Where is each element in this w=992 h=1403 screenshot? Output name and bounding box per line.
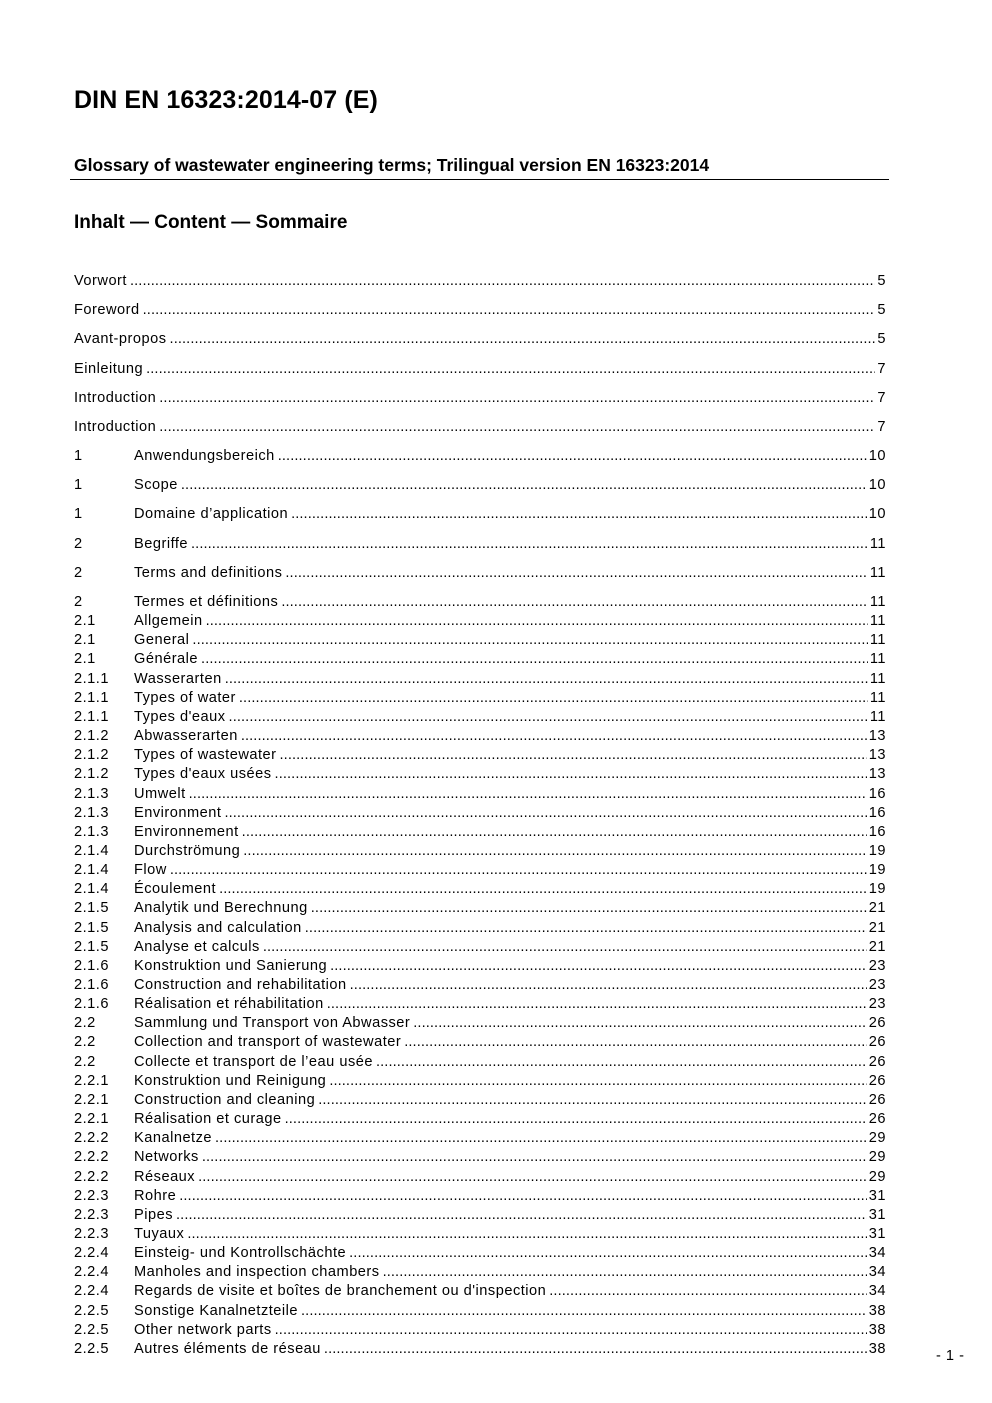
toc-entry-title: Réalisation et réhabilitation	[134, 996, 324, 1013]
toc-entry-number: 2.2	[74, 1053, 96, 1070]
toc-entry[interactable]	[74, 1282, 886, 1301]
toc-entry-title: Foreword	[74, 302, 140, 318]
toc-dot-leader	[130, 272, 875, 291]
toc-entry-page: 19	[868, 881, 886, 898]
toc-dot-leader	[229, 708, 868, 727]
document-id: DIN EN 16323:2014-07 (E)	[74, 86, 378, 114]
toc-entry-page: 16	[868, 823, 886, 840]
toc-entry-number: 2.1.3	[74, 804, 109, 821]
toc-entry[interactable]	[74, 272, 886, 291]
toc-entry-page: 26	[868, 1053, 886, 1070]
toc-entry-title: Other network parts	[134, 1321, 272, 1338]
toc-dot-leader	[350, 976, 867, 995]
toc-dot-leader	[159, 389, 875, 408]
toc-entry-number: 2.2.3	[74, 1187, 109, 1204]
toc-entry[interactable]	[74, 389, 886, 408]
toc-entry-number: 2	[74, 565, 83, 581]
toc-entry-page: 23	[868, 957, 886, 974]
toc-entry[interactable]	[74, 861, 886, 880]
toc-dot-leader	[215, 1129, 867, 1148]
toc-entry-title: Analyse et calculs	[134, 938, 260, 955]
toc-entry[interactable]	[74, 1129, 886, 1148]
toc-dot-leader	[413, 1014, 866, 1033]
toc-entry-number: 2.2.2	[74, 1149, 109, 1166]
toc-entry-page: 11	[869, 565, 886, 581]
toc-entry[interactable]	[74, 564, 886, 583]
toc-entry-title: Pipes	[134, 1206, 174, 1223]
toc-entry-title: Kanalnetze	[134, 1130, 213, 1147]
toc-entry-page: 23	[868, 996, 886, 1013]
toc-entry-title: Réseaux	[134, 1168, 196, 1185]
toc-entry-page: 13	[868, 766, 886, 783]
toc-entry[interactable]	[74, 919, 886, 938]
toc-entry-title: Sammlung und Transport von Abwasser	[134, 1015, 411, 1032]
toc-dot-leader	[224, 804, 866, 823]
toc-entry-page: 31	[868, 1206, 886, 1223]
toc-entry-title: Termes et définitions	[134, 594, 279, 610]
toc-entry-title: Sonstige Kanalnetzteile	[134, 1302, 299, 1319]
toc-entry-title: Abwasserarten	[134, 728, 238, 745]
toc-entry-title: Rohre	[134, 1187, 177, 1204]
toc-entry-page: 10	[868, 506, 886, 522]
toc-entry-title: Environnement	[134, 823, 239, 840]
toc-entry[interactable]	[74, 301, 886, 320]
toc-entry[interactable]	[74, 535, 886, 554]
toc-entry[interactable]	[74, 1340, 886, 1359]
toc-dot-leader	[170, 861, 867, 880]
toc-dot-leader	[159, 418, 875, 437]
toc-entry-page: 7	[877, 419, 886, 435]
toc-dot-leader	[318, 1091, 867, 1110]
toc-entry-number: 2	[74, 536, 83, 552]
toc-entry-number: 2.1.2	[74, 766, 109, 783]
toc-entry-title: Regards de visite et boîtes de branchement ou d'inspection	[134, 1283, 547, 1300]
toc-dot-leader	[198, 1168, 867, 1187]
toc-entry[interactable]	[74, 360, 886, 379]
toc-dot-leader	[324, 1340, 867, 1359]
toc-entry[interactable]	[74, 447, 886, 466]
toc-entry-number: 2.1.1	[74, 689, 109, 706]
toc-entry-number: 2.1.5	[74, 919, 109, 936]
toc-dot-leader	[383, 1263, 867, 1282]
toc-dot-leader	[278, 447, 867, 466]
toc-entry-page: 11	[869, 536, 886, 552]
toc-entry-number: 2.1.1	[74, 708, 109, 725]
toc-entry[interactable]	[74, 330, 886, 349]
toc-entry-page: 5	[877, 302, 886, 318]
toc-entry-title: Wasserarten	[134, 670, 222, 687]
toc-entry-title: Introduction	[74, 390, 157, 406]
toc-entry-number: 2.1.2	[74, 728, 109, 745]
toc-dot-leader	[305, 919, 867, 938]
toc-entry-number: 2.1.3	[74, 823, 109, 840]
toc-entry[interactable]	[74, 689, 886, 708]
toc-entry[interactable]	[74, 1244, 886, 1263]
toc-entry[interactable]	[74, 804, 886, 823]
toc-dot-leader	[179, 1187, 867, 1206]
toc-entry-page: 11	[869, 613, 886, 630]
toc-entry-title: Tuyaux	[134, 1225, 185, 1242]
toc-entry[interactable]	[74, 1148, 886, 1167]
toc-dot-leader	[219, 880, 867, 899]
page-number: - 1 -	[936, 1348, 965, 1364]
toc-entry-title: Types of water	[134, 689, 236, 706]
toc-entry-page: 10	[868, 477, 886, 493]
toc-entry[interactable]	[74, 765, 886, 784]
toc-entry-number: 2.1	[74, 613, 96, 630]
toc-dot-leader	[285, 1110, 867, 1129]
toc-dot-leader	[187, 1225, 866, 1244]
toc-entry-page: 11	[869, 708, 886, 725]
toc-entry-number: 2.2	[74, 1034, 96, 1051]
toc-entry[interactable]	[74, 1053, 886, 1072]
toc-dot-leader	[206, 612, 868, 631]
toc-entry-number: 2.1.3	[74, 785, 109, 802]
toc-entry[interactable]	[74, 1014, 886, 1033]
contents-heading: Inhalt — Content — Sommaire	[74, 212, 348, 233]
toc-entry-title: Introduction	[74, 419, 157, 435]
toc-entry[interactable]	[74, 1072, 886, 1091]
toc-entry[interactable]	[74, 746, 886, 765]
toc-entry-title: Manholes and inspection chambers	[134, 1264, 380, 1281]
toc-entry[interactable]	[74, 1321, 886, 1340]
toc-entry-page: 26	[868, 1034, 886, 1051]
toc-entry-title: Networks	[134, 1149, 199, 1166]
toc-entry-title: Konstruktion und Reinigung	[134, 1072, 327, 1089]
toc-dot-leader	[301, 1302, 867, 1321]
toc-entry-page: 38	[868, 1321, 886, 1338]
toc-dot-leader	[176, 1206, 867, 1225]
toc-entry[interactable]	[74, 631, 886, 650]
toc-dot-leader	[189, 785, 867, 804]
toc-dot-leader	[143, 301, 876, 320]
toc-entry-title: Begriffe	[134, 536, 189, 552]
toc-dot-leader	[275, 1321, 867, 1340]
toc-dot-leader	[242, 823, 867, 842]
toc-entry-page: 34	[868, 1283, 886, 1300]
toc-entry-page: 21	[868, 938, 886, 955]
toc-entry-page: 5	[877, 331, 886, 347]
toc-entry[interactable]	[74, 1033, 886, 1052]
toc-entry-title: Générale	[134, 651, 199, 668]
toc-entry-number: 2.1.1	[74, 670, 109, 687]
toc-dot-leader	[146, 360, 875, 379]
toc-entry[interactable]	[74, 842, 886, 861]
toc-entry-page: 29	[868, 1130, 886, 1147]
toc-dot-leader	[181, 476, 867, 495]
toc-entry-page: 7	[877, 361, 886, 377]
toc-entry-number: 1	[74, 477, 83, 493]
toc-entry-number: 2	[74, 594, 83, 610]
toc-entry-page: 11	[869, 670, 886, 687]
toc-entry-number: 2.1.6	[74, 957, 109, 974]
toc-entry-page: 38	[868, 1340, 886, 1357]
toc-entry-title: Anwendungsbereich	[134, 448, 275, 464]
toc-dot-leader	[170, 330, 876, 349]
toc-entry-page: 29	[868, 1149, 886, 1166]
toc-entry-page: 19	[868, 842, 886, 859]
toc-entry-number: 2.2.2	[74, 1130, 109, 1147]
toc-dot-leader	[349, 1244, 867, 1263]
toc-dot-leader	[329, 1072, 866, 1091]
toc-entry-title: Collecte et transport de l’eau usée	[134, 1053, 373, 1070]
toc-entry-page: 34	[868, 1245, 886, 1262]
toc-entry-title: Flow	[134, 862, 167, 879]
toc-entry-title: Construction and cleaning	[134, 1091, 316, 1108]
toc-entry-page: 13	[868, 728, 886, 745]
toc-entry[interactable]	[74, 938, 886, 957]
toc-entry-number: 2.1.5	[74, 900, 109, 917]
toc-entry[interactable]	[74, 1206, 886, 1225]
toc-entry-number: 2.1.4	[74, 881, 109, 898]
toc-dot-leader	[225, 670, 868, 689]
toc-entry[interactable]	[74, 505, 886, 524]
toc-entry[interactable]	[74, 727, 886, 746]
toc-entry[interactable]	[74, 1302, 886, 1321]
toc-entry-title: Autres éléments de réseau	[134, 1340, 321, 1357]
toc-entry-page: 16	[868, 785, 886, 802]
toc-entry-title: Scope	[134, 477, 178, 493]
toc-dot-leader	[330, 957, 867, 976]
toc-entry-number: 2.2.5	[74, 1321, 109, 1338]
toc-entry-page: 10	[868, 448, 886, 464]
toc-entry-page: 11	[869, 594, 886, 610]
toc-entry[interactable]	[74, 1187, 886, 1206]
toc-dot-leader	[291, 505, 867, 524]
toc-entry-number: 1	[74, 506, 83, 522]
toc-entry-number: 2.1.2	[74, 747, 109, 764]
toc-dot-leader	[239, 689, 868, 708]
toc-entry-title: General	[134, 632, 190, 649]
toc-dot-leader	[549, 1282, 866, 1301]
toc-entry-number: 2.2.2	[74, 1168, 109, 1185]
toc-entry-page: 26	[868, 1111, 886, 1128]
toc-entry-title: Einsteig- und Kontrollschächte	[134, 1245, 347, 1262]
toc-entry-title: Konstruktion und Sanierung	[134, 957, 328, 974]
toc-entry-title: Einleitung	[74, 361, 144, 377]
toc-entry-page: 5	[877, 273, 886, 289]
toc-entry-page: 26	[868, 1091, 886, 1108]
toc-entry-page: 23	[868, 977, 886, 993]
toc-entry[interactable]	[74, 708, 886, 727]
toc-entry[interactable]	[74, 976, 886, 995]
toc-entry-number: 2.2.1	[74, 1091, 109, 1108]
toc-entry[interactable]	[74, 612, 886, 631]
toc-dot-leader	[285, 564, 867, 583]
toc-entry-page: 29	[868, 1168, 886, 1185]
toc-entry-number: 2.1.4	[74, 842, 109, 859]
toc-entry[interactable]	[74, 957, 886, 976]
toc-entry-number: 2.2.5	[74, 1340, 109, 1357]
toc-dot-leader	[376, 1053, 867, 1072]
toc-entry-title: Environment	[134, 804, 222, 821]
toc-entry-title: Analytik und Berechnung	[134, 900, 308, 917]
toc-entry-number: 2.2	[74, 1015, 96, 1032]
toc-entry-page: 11	[869, 632, 886, 649]
toc-entry-number: 2.2.4	[74, 1264, 109, 1281]
toc-entry-title: Analysis and calculation	[134, 919, 302, 936]
toc-entry-title: Durchströmung	[134, 842, 241, 859]
toc-dot-leader	[202, 1148, 867, 1167]
toc-entry-title: Réalisation et curage	[134, 1111, 282, 1128]
toc-entry-number: 2.2.3	[74, 1225, 109, 1242]
toc-entry-page: 31	[868, 1225, 886, 1242]
toc-entry-page: 26	[868, 1015, 886, 1032]
toc-entry[interactable]	[74, 670, 886, 689]
toc-entry-page: 21	[868, 919, 886, 936]
toc-entry-page: 26	[868, 1072, 886, 1089]
table-of-contents	[74, 0, 886, 1403]
toc-entry-title: Domaine d’application	[134, 506, 289, 522]
toc-entry[interactable]	[74, 1168, 886, 1187]
toc-entry[interactable]	[74, 1110, 886, 1129]
toc-entry[interactable]	[74, 1091, 886, 1110]
toc-dot-leader	[241, 727, 867, 746]
toc-entry[interactable]	[74, 593, 886, 612]
toc-dot-leader	[281, 593, 868, 612]
toc-dot-leader	[243, 842, 867, 861]
toc-entry-number: 1	[74, 448, 83, 464]
toc-entry[interactable]	[74, 785, 886, 804]
toc-entry-title: Construction and rehabilitation	[134, 977, 347, 993]
toc-dot-leader	[280, 746, 867, 765]
toc-entry-number: 2.2.4	[74, 1245, 109, 1262]
toc-entry-title: Types d'eaux usées	[134, 766, 272, 783]
toc-entry[interactable]	[74, 880, 886, 899]
toc-dot-leader	[192, 631, 867, 650]
toc-entry-number: 2.1	[74, 632, 96, 649]
toc-dot-leader	[327, 995, 867, 1014]
toc-dot-leader	[263, 938, 867, 957]
toc-entry-number: 2.1.4	[74, 862, 109, 879]
toc-entry-page: 19	[868, 862, 886, 879]
toc-entry-title: Umwelt	[134, 785, 186, 802]
toc-entry[interactable]	[74, 1225, 886, 1244]
toc-entry-number: 2.1.6	[74, 996, 109, 1013]
toc-dot-leader	[191, 535, 868, 554]
toc-dot-leader	[404, 1033, 867, 1052]
toc-entry-title: Vorwort	[74, 273, 127, 289]
toc-entry[interactable]	[74, 899, 886, 918]
toc-entry[interactable]	[74, 823, 886, 842]
toc-entry[interactable]	[74, 418, 886, 437]
toc-entry-number: 2.1.5	[74, 938, 109, 955]
toc-entry-page: 34	[868, 1264, 886, 1281]
toc-entry-number: 2.2.4	[74, 1283, 109, 1300]
toc-entry-page: 13	[868, 747, 886, 764]
toc-entry[interactable]	[74, 1263, 886, 1282]
toc-entry-number: 2.2.3	[74, 1206, 109, 1223]
toc-dot-leader	[275, 765, 867, 784]
toc-entry-number: 2.2.5	[74, 1302, 109, 1319]
toc-entry-title: Écoulement	[134, 881, 217, 898]
toc-entry-title: Terms and definitions	[134, 565, 283, 581]
toc-entry-page: 38	[868, 1302, 886, 1319]
toc-entry-number: 2.1	[74, 651, 96, 668]
toc-entry-title: Collection and transport of wastewater	[134, 1034, 402, 1051]
toc-entry-page: 21	[868, 900, 886, 917]
toc-entry-title: Allgemein	[134, 613, 203, 630]
toc-entry-number: 2.1.6	[74, 977, 109, 993]
toc-dot-leader	[201, 650, 868, 669]
toc-entry-page: 11	[869, 689, 886, 706]
toc-entry-page: 11	[869, 651, 886, 668]
toc-entry-title: Avant-propos	[74, 331, 167, 347]
toc-entry-page: 7	[877, 390, 886, 406]
toc-dot-leader	[311, 899, 867, 918]
document-title: Glossary of wastewater engineering terms; Trilingual version EN 16323:2014	[74, 155, 710, 175]
toc-entry-title: Types of wastewater	[134, 747, 277, 764]
toc-entry-page: 16	[868, 804, 886, 821]
toc-entry[interactable]	[74, 995, 886, 1014]
toc-entry-page: 31	[868, 1187, 886, 1204]
toc-entry-title: Types d'eaux	[134, 708, 226, 725]
toc-entry-number: 2.2.1	[74, 1072, 109, 1089]
toc-entry[interactable]	[74, 650, 886, 669]
toc-entry-number: 2.2.1	[74, 1111, 109, 1128]
toc-entry[interactable]	[74, 476, 886, 495]
